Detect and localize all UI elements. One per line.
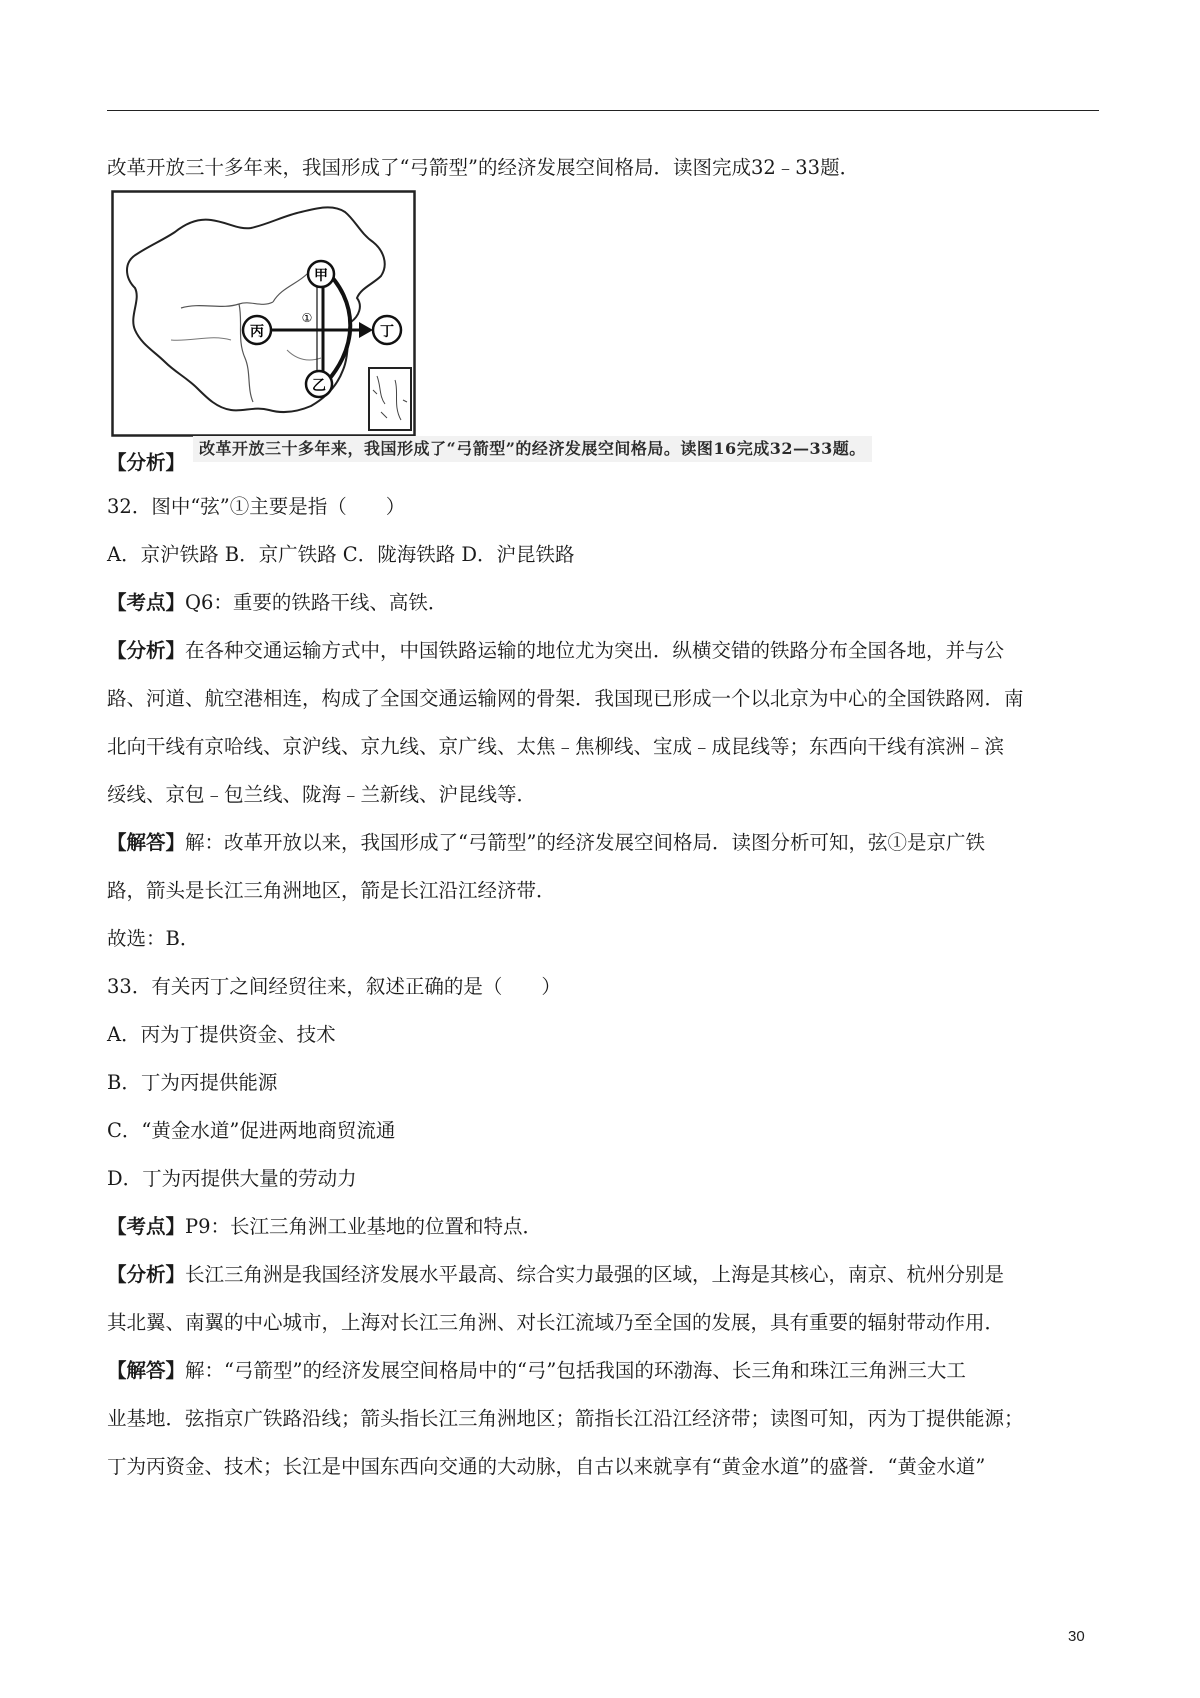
q33-option-d: D．丁为丙提供大量的劳动力 xyxy=(107,1167,357,1190)
q32-fenxi-line-3: 北向干线有京哈线、京沪线、京九线、京广线、太焦﹣焦柳线、宝成﹣成昆线等；东西向干线有滨洲﹣滨 xyxy=(107,735,1005,758)
page-number: 30 xyxy=(1068,1628,1085,1645)
q32-jieda-line-1: 【解答】解：改革开放以来，我国形成了“弓箭型”的经济发展空间格局．读图分析可知，弦①是京广铁 xyxy=(107,831,985,854)
q33-option-c: C．“黄金水道”促进两地商贸流通 xyxy=(107,1119,396,1142)
q32-kaodian xyxy=(107,579,1099,627)
kaodian-tag: 【考点】 xyxy=(107,591,186,614)
map-label-ding: 丁 xyxy=(380,324,394,340)
q32-fenxi-line-2: 路、河道、航空港相连，构成了全国交通运输网的骨架．我国现已形成一个以北京为中心的全国铁路网．南 xyxy=(107,687,1024,710)
map-label-bing: 丙 xyxy=(250,324,264,340)
q33-fenxi-line-1: 【分析】长江三角洲是我国经济发展水平最高、综合实力最强的区域，上海是其核心，南京、杭州分别是 xyxy=(107,1263,1005,1286)
q33-jieda-line-1: 【解答】解：“弓箭型”的经济发展空间格局中的“弓”包括我国的环渤海、长三角和珠江三角洲三大工 xyxy=(107,1359,966,1382)
scanned-question-text: 改革开放三十多年来，我国形成了“弓箭型”的经济发展空间格局。读图16完成32—33题。 xyxy=(193,436,872,462)
map-label-one: ① xyxy=(301,311,313,325)
intro-text: 改革开放三十多年来，我国形成了“弓箭型”的经济发展空间格局．读图完成32﹣33题． xyxy=(107,156,860,179)
jieda-tag: 【解答】 xyxy=(107,831,186,854)
kaodian-tag: 【考点】 xyxy=(107,1215,186,1238)
q33-stem: 33．有关丙丁之间经贸往来，叙述正确的是（ ） xyxy=(107,975,561,998)
map-label-yi: 乙 xyxy=(312,378,326,394)
q32-jieda-line-2: 路，箭头是长江三角洲地区，箭是长江沿江经济带． xyxy=(107,879,556,902)
analysis-intro xyxy=(107,439,1099,483)
china-map-figure xyxy=(111,190,416,437)
q32-options: A．京沪铁路 B．京广铁路 C．陇海铁路 D．沪昆铁路 xyxy=(107,543,575,566)
q32-stem: 32．图中“弦”①主要是指（ ） xyxy=(107,495,406,518)
q32-answer: 故选：B． xyxy=(107,927,200,950)
q33-option-a: A．丙为丁提供资金、技术 xyxy=(107,1023,336,1046)
q33-option-b: B．丁为丙提供能源 xyxy=(107,1071,278,1094)
q33-jieda-line-2: 业基地．弦指京广铁路沿线；箭头指长江三角洲地区；箭指长江沿江经济带；读图可知，丙为丁提供能源； xyxy=(107,1407,1024,1430)
map-label-jia: 甲 xyxy=(314,268,328,284)
page-content xyxy=(107,148,1099,1491)
q33-jieda-line-3: 丁为丙资金、技术；长江是中国东西向交通的大动脉，自古以来就享有“黄金水道”的盛誉．“黄金水道” xyxy=(107,1455,986,1478)
kaodian-text: Q6：重要的铁路干线、高铁． xyxy=(185,591,448,614)
q32-fenxi-line-4: 绥线、京包﹣包兰线、陇海﹣兰新线、沪昆线等． xyxy=(107,783,537,806)
analysis-tag: 【分析】 xyxy=(107,451,186,474)
header-rule xyxy=(107,110,1099,111)
china-map xyxy=(111,190,416,437)
q33-kaodian xyxy=(107,1203,1099,1251)
fenxi-tag: 【分析】 xyxy=(107,639,186,662)
q32-fenxi-line-1: 【分析】在各种交通运输方式中，中国铁路运输的地位尤为突出．纵横交错的铁路分布全国各地，并与公 xyxy=(107,639,1005,662)
kaodian-text: P9：长江三角洲工业基地的位置和特点． xyxy=(185,1215,543,1238)
fenxi-tag: 【分析】 xyxy=(107,1263,186,1286)
q33-fenxi-line-2: 其北翼、南翼的中心城市，上海对长江三角洲、对长江流域乃至全国的发展，具有重要的辐射带动作用． xyxy=(107,1311,1005,1334)
jieda-tag: 【解答】 xyxy=(107,1359,186,1382)
